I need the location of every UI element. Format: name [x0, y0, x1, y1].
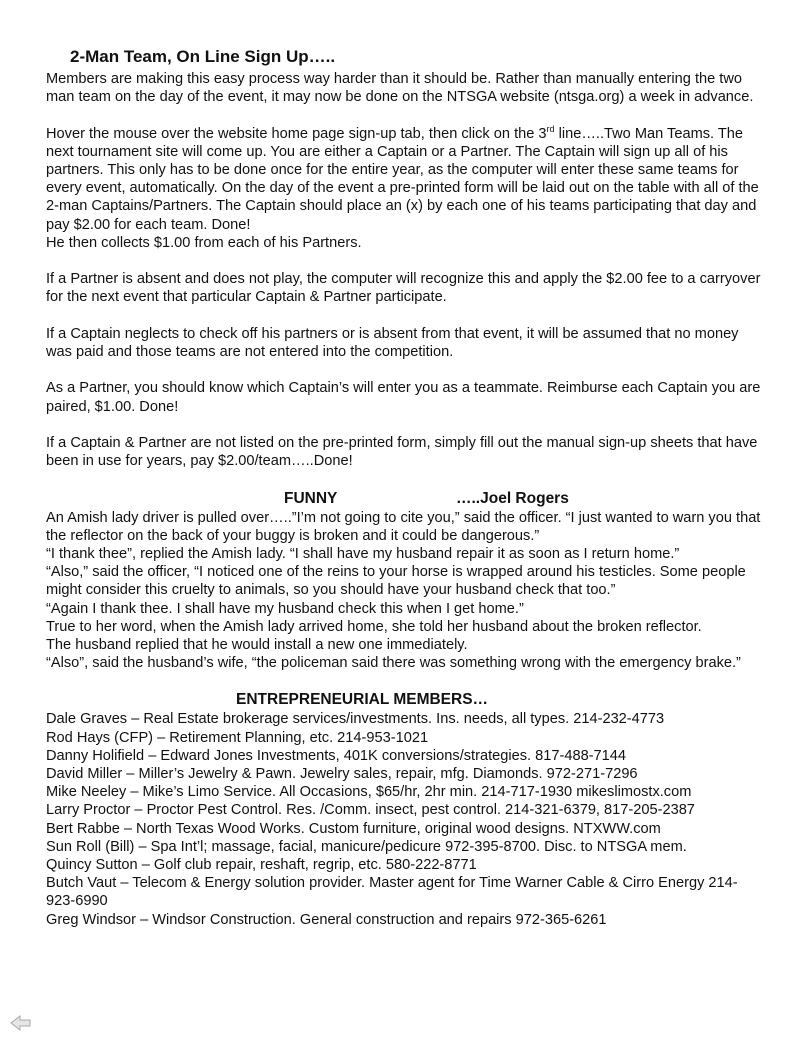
list-item: Danny Holifield – Edward Jones Investments, 401K conversions/strategies. 817-488-7144 [46, 747, 627, 764]
list-item: Quincy Sutton – Golf club repair, reshaft, regrip, etc. 580-222-8771 [46, 857, 477, 874]
list-item: Sun Roll (Bill) – Spa Int’l; massage, facial, manicure/pedicure 972-395-8700. Disc. to NTSGA mem. [46, 838, 687, 855]
ordinal-suffix: rd [546, 123, 555, 134]
story-line: “Also,” said the officer, “I noticed one of the reins to your horse is wrapped around his testicles. Some people might consider this cruelty to animals, so you should have your husband check that too.” [46, 564, 746, 599]
funny-heading [46, 489, 766, 509]
story-line: True to her word, when the Amish lady arrived home, she told her husband about the broken reflector. [46, 618, 702, 635]
paragraph-partner-absent: If a Partner is absent and does not play, the computer will recognize this and apply the $2.00 fee to a carryover for the next event that particular Captain & Partner participate. [46, 271, 761, 306]
funny-title: FUNNY [284, 489, 338, 507]
list-item: Dale Graves – Real Estate brokerage services/investments. Ins. needs, all types. 214-232-4773 [46, 711, 665, 728]
list-item: Larry Proctor – Proctor Pest Control. Res. /Comm. insect, pest control. 214-321-6379, 817-205-2387 [46, 802, 695, 819]
paragraph-manual-signup: If a Captain & Partner are not listed on the pre-printed form, simply fill out the manual sign-up sheets that have been in use for years, pay $2.00/team…..Done! [46, 434, 758, 470]
document-page [46, 46, 766, 929]
paragraph-collect: He then collects $1.00 from each of his Partners. [46, 234, 362, 251]
paragraph-partner-reimburse: As a Partner, you should know which Captain’s will enter you as a teammate. Reimburse each Captain you are paired, $1.00. Done! [46, 380, 761, 415]
entrepreneurial-heading: ENTREPRENEURIAL MEMBERS… [236, 691, 489, 709]
instructions-text-a: Hover the mouse over the website home page sign-up tab, then click on the 3 [46, 125, 547, 142]
instructions-text-b: line…..Two Man Teams. The next tournament site will come up. You are either a Captain or a Partner. The Captain will sign up all of his partners. This only has to be done once for the entire year, as the computer will enter these same teams for every event, automatically. On the day of the event a pre-printed form will be laid out on the table with all of the 2-man Captains/Partners. The Captain should place an (x) by each one of his teams participating that day and pay $2.00 for each team. Done! [46, 125, 759, 233]
story-line: “Also”, said the husband’s wife, “the policeman said there was something wrong with the emergency brake.” [46, 655, 741, 672]
story-line: An Amish lady driver is pulled over…..”I’m not going to cite you,” said the officer. “I just wanted to warn you that the reflector on the back of your buggy is broken and it could be dangerous.” [46, 509, 761, 544]
list-item: Greg Windsor – Windsor Construction. General construction and repairs 972-365-6261 [46, 911, 607, 928]
back-arrow-icon[interactable] [10, 1014, 32, 1032]
story-line: The husband replied that he would install a new one immediately. [46, 637, 468, 653]
funny-author: …..Joel Rogers [456, 489, 569, 507]
paragraph-instructions [46, 125, 766, 234]
list-item: Mike Neeley – Mike’s Limo Service. All Occasions, $65/hr, 2hr min. 214-717-1930 mikeslimostx.com [46, 784, 692, 801]
page-title: 2-Man Team, On Line Sign Up….. [70, 47, 336, 66]
paragraph-captain-neglect: If a Captain neglects to check off his partners or is absent from that event, it will be assumed that no money was paid and those teams are not entered into the competition. [46, 325, 739, 360]
list-item: David Miller – Miller’s Jewelry & Pawn. Jewelry sales, repair, mfg. Diamonds. 972-271-7296 [46, 766, 638, 783]
story-line: “Again I thank thee. I shall have my husband check this when I get home.” [46, 600, 524, 617]
funny-story [46, 509, 766, 673]
list-item: Butch Vaut – Telecom & Energy solution provider. Master agent for Time Warner Cable & Cirro Energy 214-923-6990 [46, 875, 738, 910]
list-item: Rod Hays (CFP) – Retirement Planning, etc. 214-953-1021 [46, 729, 429, 746]
list-item: Bert Rabbe – North Texas Wood Works. Custom furniture, original wood designs. NTXWW.com [46, 820, 661, 837]
story-line: “I thank thee”, replied the Amish lady. “I shall have my husband repair it as soon as I return home.” [46, 545, 680, 562]
paragraph-intro: Members are making this easy process way harder than it should be. Rather than manually entering the two man team on the day of the event, it may now be done on the NTSGA website (ntsga.org) a week in advance. [46, 71, 754, 106]
member-list [46, 710, 766, 928]
